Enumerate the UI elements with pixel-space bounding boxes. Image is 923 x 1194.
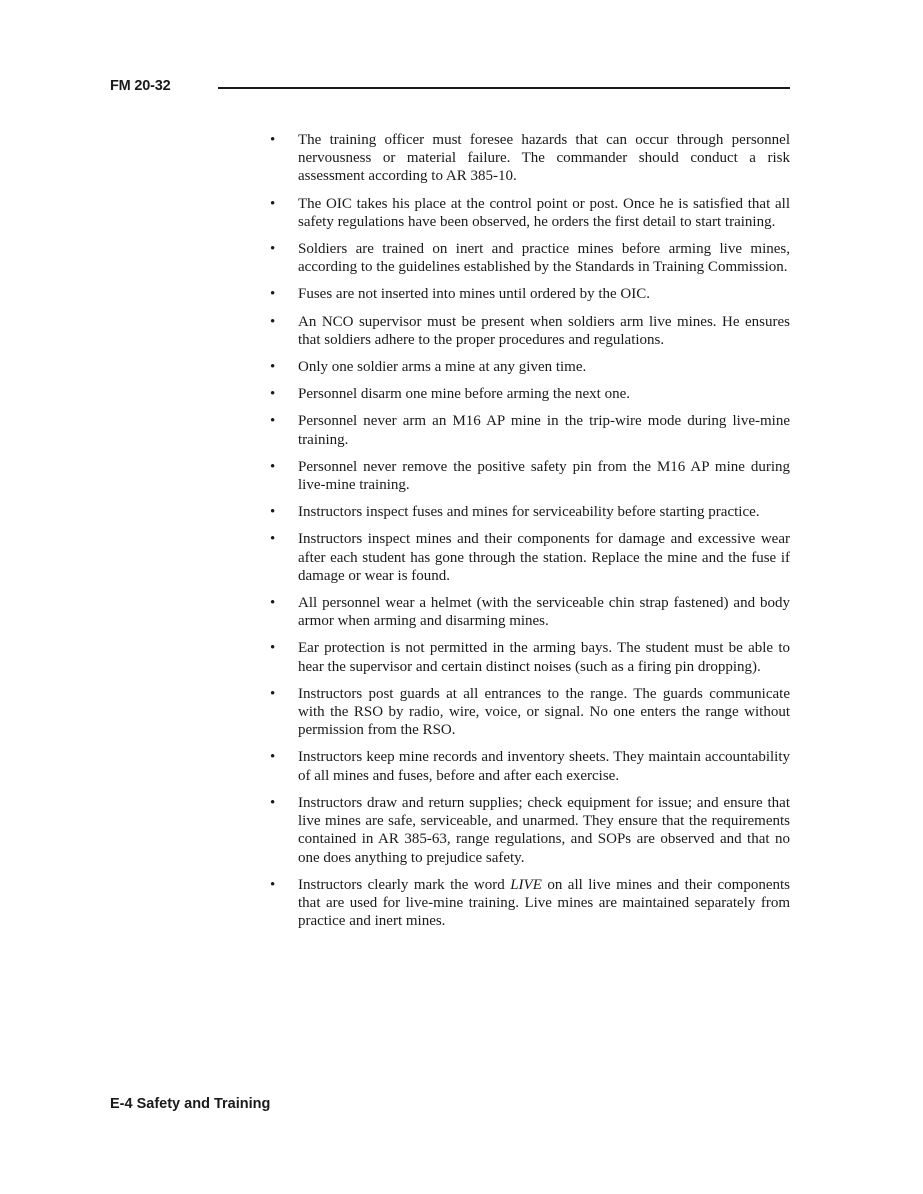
bullet-item: [270, 876, 790, 931]
bullet-text: Instructors post guards at all entrances to the range. The guards communicate with the RSO by radio, wire, voice, or signal. No one enters the range without permission from the RSO.: [298, 685, 790, 739]
bullet-text: An NCO supervisor must be present when soldiers arm live mines. He ensures that soldiers adhere to the proper procedures and regulations.: [298, 313, 790, 348]
bullet-item: [270, 748, 790, 784]
bullet-marker: •: [270, 504, 276, 521]
bullet-item: [270, 285, 790, 303]
document-id: FM 20-32: [110, 78, 171, 94]
page-footer: E-4 Safety and Training: [110, 1096, 271, 1112]
bullet-text-after: on all live mines and their components that are used for live-mine training. Live mines are maintained separately from practice and inert mines.: [298, 876, 790, 930]
bullet-marker: •: [270, 413, 276, 430]
bullet-text: Instructors keep mine records and inventory sheets. They maintain accountability of all mines and fuses, before and after each exercise.: [298, 749, 790, 784]
bullet-item: [270, 385, 790, 403]
bullet-marker: •: [270, 876, 276, 893]
page-header: [110, 78, 790, 98]
bullet-text: Fuses are not inserted into mines until ordered by the OIC.: [298, 286, 651, 303]
bullet-item: [270, 412, 790, 448]
bullet-text: [298, 877, 790, 929]
bullet-item: [270, 503, 790, 521]
bullet-text: Ear protection is not permitted in the arming bays. The student must be able to hear the supervisor and certain distinct noises (such as a firing pin dropping).: [298, 640, 790, 675]
bullet-text: The training officer must foresee hazards that can occur through personnel nervousness or material failure. The commander should conduct a risk assessment according to AR 385-10.: [298, 132, 790, 185]
live-emphasis: LIVE: [510, 876, 542, 893]
bullet-item: [270, 639, 790, 675]
bullet-marker: •: [270, 685, 276, 702]
bullet-text: Only one soldier arms a mine at any given time.: [298, 359, 587, 376]
bullet-text: All personnel wear a helmet (with the serviceable chin strap fastened) and body armor when arming and disarming mines.: [298, 595, 790, 630]
bullet-marker: •: [270, 241, 276, 258]
bullet-marker: •: [270, 313, 276, 330]
bullet-text: Instructors draw and return supplies; check equipment for issue; and ensure that live mines are safe, serviceable, and unarmed. They ensure that the requirements contained in AR 385-63, range regulations, and SOPs are observed and that no one does anything to prejudice safety.: [298, 794, 790, 866]
bullet-marker: •: [270, 132, 276, 148]
bullet-text: Soldiers are trained on inert and practice mines before arming live mines, according to the guidelines established by the Standards in Training Commission.: [298, 241, 790, 276]
bullet-text: Instructors inspect fuses and mines for serviceability before starting practice.: [298, 504, 760, 521]
bullet-marker: •: [270, 749, 276, 766]
bullet-marker: •: [270, 386, 276, 403]
bullet-item: [270, 240, 790, 276]
bullet-marker: •: [270, 794, 276, 811]
bullet-text: Instructors inspect mines and their components for damage and excessive wear after each student has gone through the station. Replace the mine and the fuse if damage or wear is found.: [298, 531, 790, 584]
bullet-text-before: Instructors clearly mark the word: [298, 876, 511, 893]
bullet-marker: •: [270, 531, 276, 548]
bullet-item: [270, 313, 790, 349]
bullet-marker: •: [270, 286, 276, 303]
bullet-marker: •: [270, 195, 276, 212]
bullet-item: [270, 195, 790, 231]
bullet-item: [270, 685, 790, 740]
bullet-marker: •: [270, 359, 276, 376]
bullet-text: The OIC takes his place at the control point or post. Once he is satisfied that all safety regulations have been observed, he orders the first detail to start training.: [298, 195, 790, 230]
bullet-text: Personnel never arm an M16 AP mine in the trip-wire mode during live-mine training.: [298, 413, 790, 448]
bullet-item: [270, 131, 790, 186]
bullet-item: [270, 794, 790, 867]
bullet-item: [270, 458, 790, 494]
bullet-marker: •: [270, 595, 276, 612]
bullet-item: [270, 358, 790, 376]
bullet-text: Personnel disarm one mine before arming the next one.: [298, 386, 630, 403]
safety-bullet-list: [270, 131, 790, 939]
bullet-text: Personnel never remove the positive safety pin from the M16 AP mine during live-mine training.: [298, 458, 790, 494]
bullet-marker: •: [270, 458, 276, 475]
bullet-item: [270, 530, 790, 585]
bullet-item: [270, 594, 790, 630]
header-rule: [218, 87, 790, 89]
bullet-marker: •: [270, 640, 276, 657]
